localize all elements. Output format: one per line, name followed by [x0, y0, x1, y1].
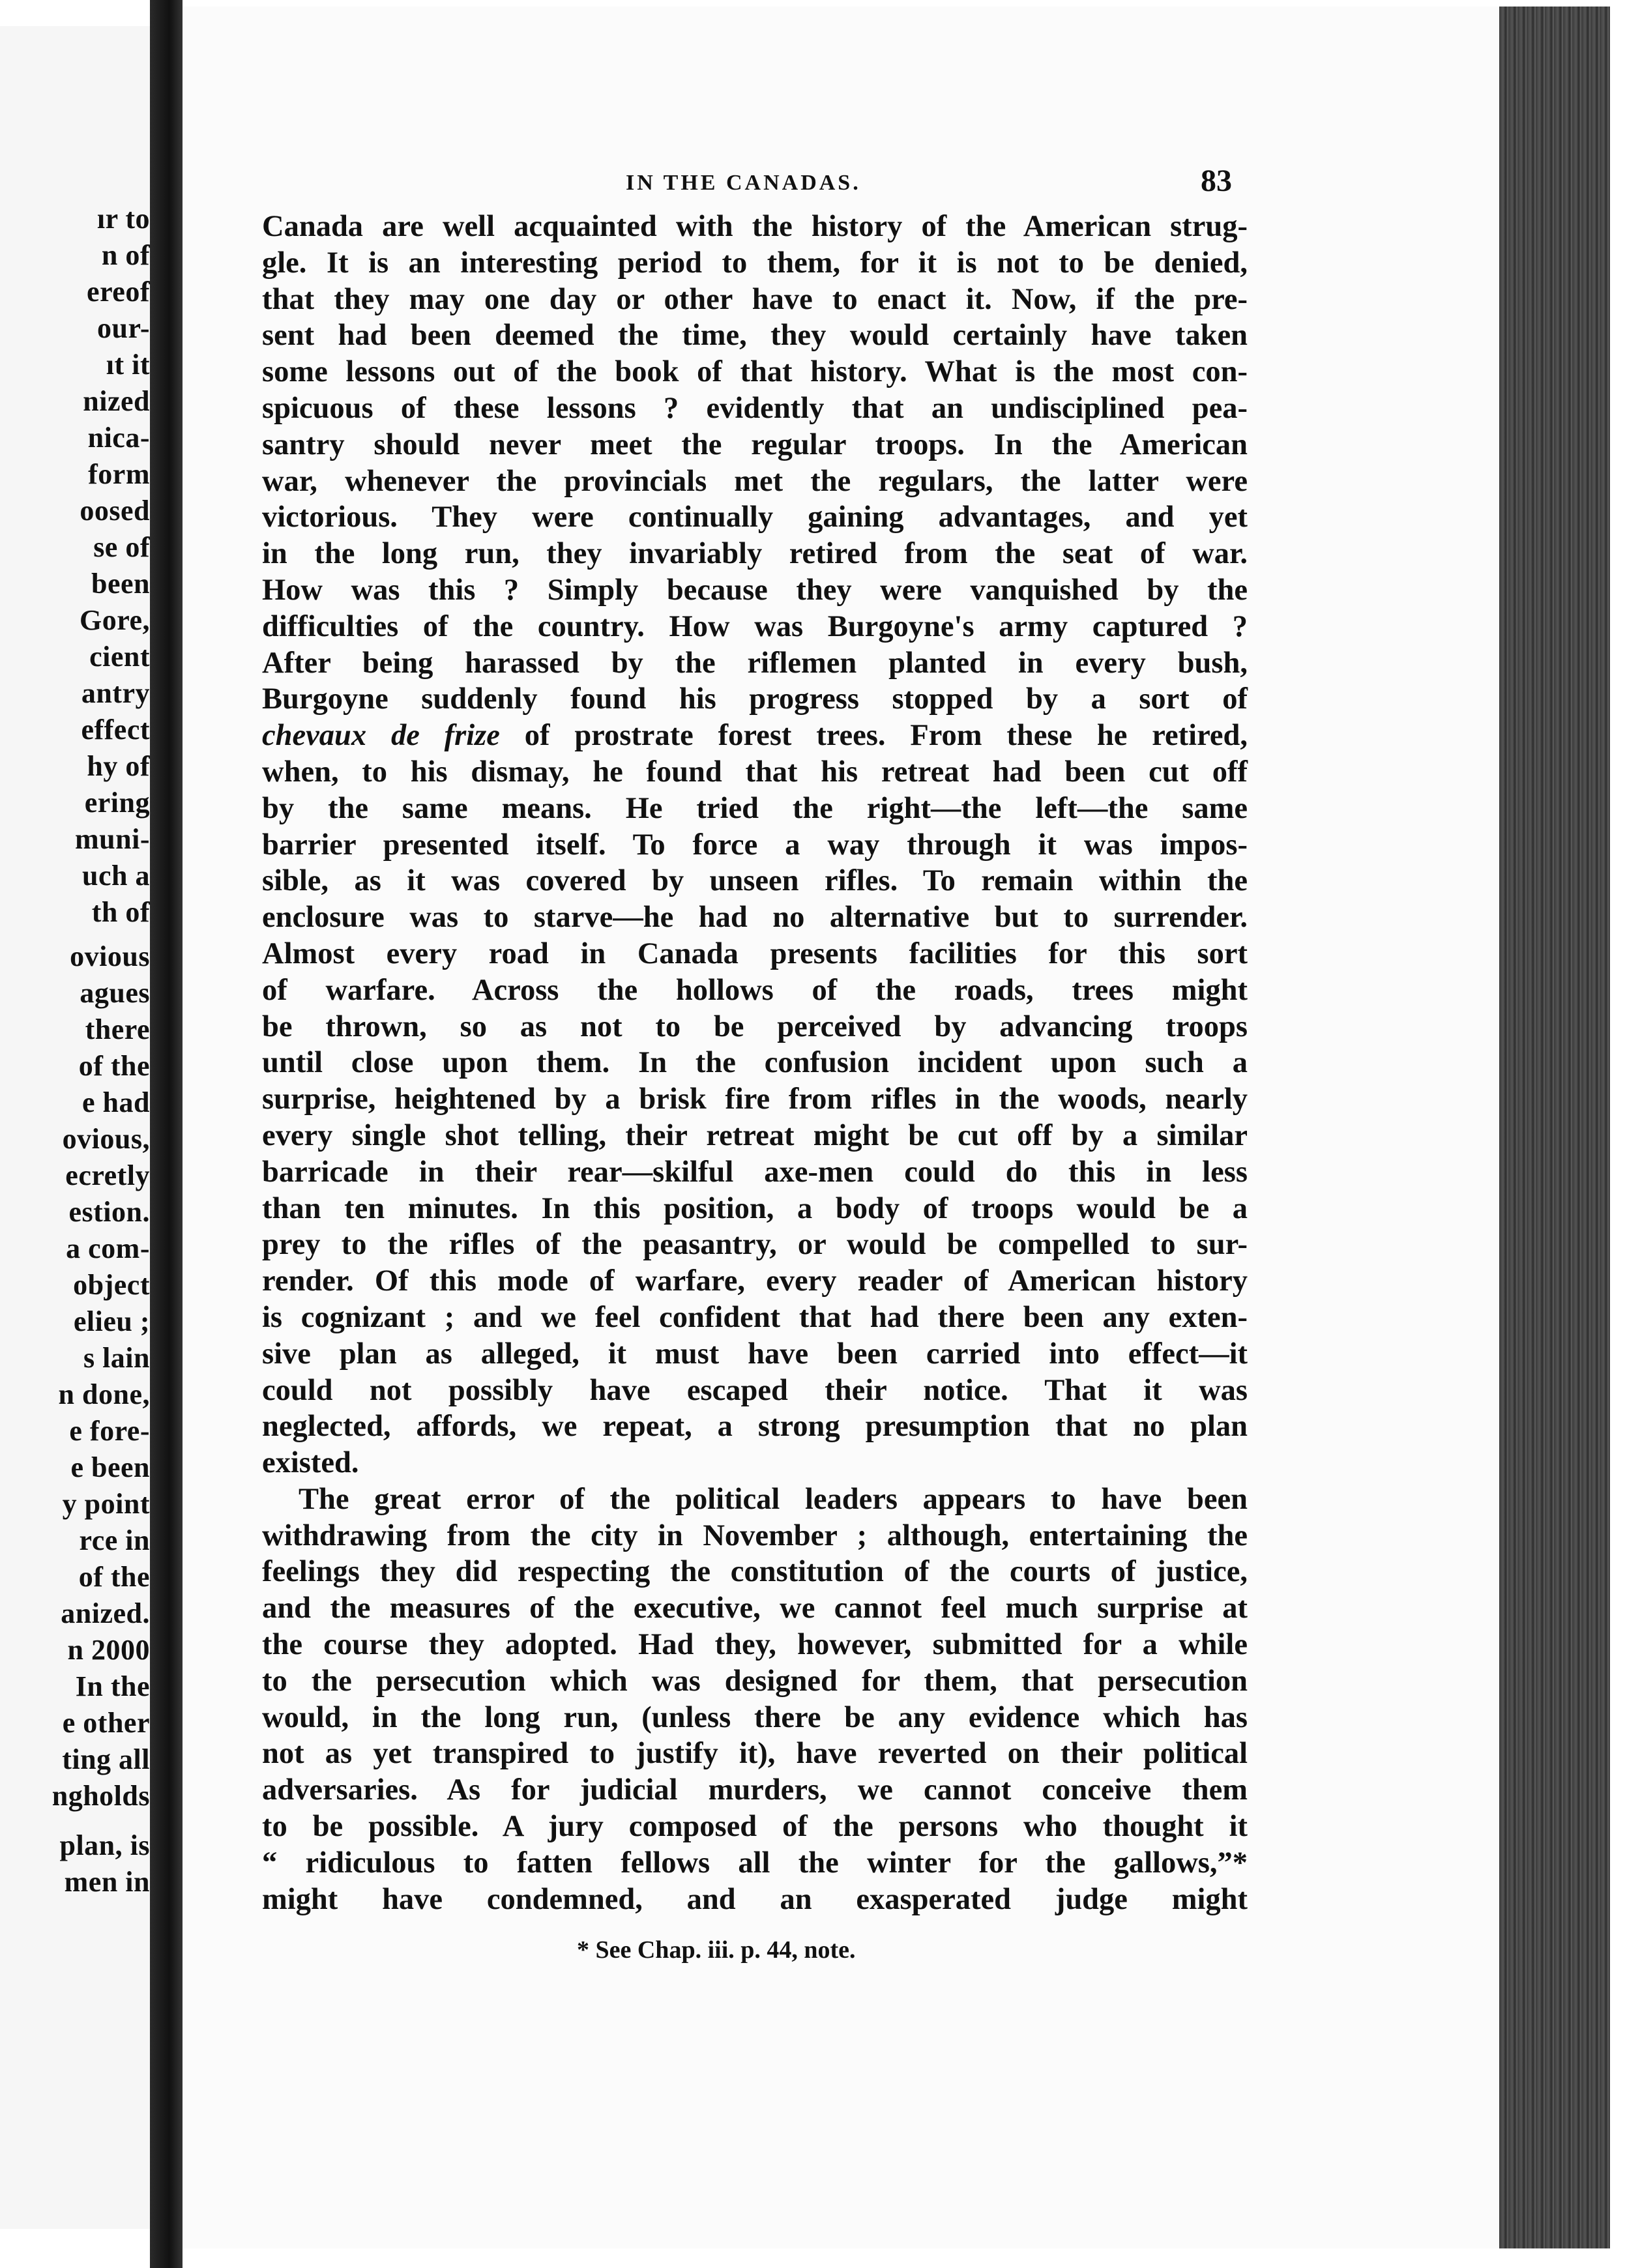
page-number: 83 [1201, 164, 1232, 198]
page-edges [1499, 7, 1610, 2248]
left-page-fragment: cient [89, 641, 150, 673]
left-page-fragment: of the [78, 1050, 150, 1082]
body-line: withdrawing from the city in November ; although, entertaining the [262, 1519, 1248, 1552]
left-page-fragment: In the [75, 1670, 150, 1702]
page-header [261, 163, 1245, 209]
left-page-fragment: n of [101, 239, 150, 271]
left-page-fragment: ering [84, 787, 150, 819]
left-page-fragment: anized. [61, 1597, 150, 1629]
body-line: sent had been deemed the time, they would certainly have taken [262, 319, 1248, 353]
body-line: neglected, affords, we repeat, a strong presumption that no plan [262, 1410, 1248, 1444]
left-page-fragment: been [91, 568, 150, 600]
left-page-fragment: th of [91, 896, 150, 928]
outer-background [1610, 0, 1640, 2268]
left-page-fragment: plan, is [59, 1829, 150, 1861]
body-line: to be possible. A jury composed of the persons who thought it [262, 1810, 1248, 1844]
left-page-fragment: form [88, 458, 150, 490]
left-page-fragment: our- [96, 312, 150, 344]
body-line: difficulties of the country. How was Burgoyne's army captured ? [262, 609, 1248, 643]
body-line: when, to his dismay, he found that his retreat had been cut off [262, 755, 1248, 789]
binding-gutter [150, 0, 183, 2268]
body-line: than ten minutes. In this position, a body of troops would be a [262, 1191, 1248, 1225]
body-line: is cognizant ; and we feel confident that had there been any exten- [262, 1300, 1248, 1334]
left-page-fragment: ting all [62, 1743, 150, 1775]
body-line: santry should never meet the regular troops. In the American [262, 428, 1248, 461]
body-line: the course they adopted. Had they, however, submitted for a while [262, 1628, 1248, 1662]
left-page-fragment: ıt it [106, 349, 150, 381]
body-line: sive plan as alleged, it must have been carried into effect—it [262, 1337, 1248, 1371]
body-line: “ ridiculous to fatten fellows all the winter for the gallows,”* [262, 1846, 1248, 1880]
left-page-fragment: a com- [66, 1232, 150, 1264]
left-page-fragment: s lain [83, 1342, 150, 1374]
left-page-fragment: antry [81, 677, 150, 709]
left-page-fragment: ereof [87, 276, 150, 308]
body-line: might have condemned, and an exasperated judge might [262, 1882, 1248, 1916]
body-line: in the long run, they invariably retired from the seat of war. [262, 537, 1248, 571]
body-line: Canada are well acquainted with the history of the American strug- [262, 210, 1248, 243]
body-line: victorious. They were continually gaining advantages, and yet [262, 501, 1248, 534]
left-page-fragment: estion. [68, 1196, 150, 1228]
left-page-fragment: elieu ; [73, 1305, 150, 1337]
left-page-fragment: e other [62, 1707, 150, 1739]
body-line: chevaux de frize of prostrate forest trees. From these he retired, [262, 719, 1248, 753]
left-page-fragment: e been [70, 1451, 150, 1483]
left-page-fragment: nica- [87, 422, 150, 454]
left-page-fragment: hy of [87, 750, 150, 782]
left-page-fragment: there [85, 1013, 150, 1045]
left-page-fragment: uch a [82, 860, 150, 892]
left-page-fragment: e had [82, 1086, 150, 1118]
body-text [262, 209, 1248, 1917]
body-line: by the same means. He tried the right—the left—the same [262, 791, 1248, 825]
left-page-fragment: effect [81, 714, 150, 746]
left-page-fragment: men in [64, 1866, 150, 1898]
body-line: to the persecution which was designed for them, that persecution [262, 1664, 1248, 1698]
left-page-fragment: agues [80, 977, 150, 1009]
left-page-fragment: muni- [75, 823, 150, 855]
left-page-fragment: ngholds [51, 1780, 150, 1812]
italic-phrase: chevaux de frize [262, 719, 500, 753]
body-line: barricade in their rear—skilful axe-men could do this in less [262, 1155, 1248, 1189]
body-line: and the measures of the executive, we cannot feel much surprise at [262, 1592, 1248, 1625]
body-line: of warfare. Across the hollows of the roads, trees might [262, 973, 1248, 1007]
body-line: every single shot telling, their retreat might be cut off by a similar [262, 1118, 1248, 1152]
left-page [0, 26, 150, 2229]
left-page-fragment: ır to [96, 203, 150, 235]
left-page-fragment: y point [62, 1488, 150, 1520]
left-page-fragment: nized [83, 385, 150, 417]
body-line: feelings they did respecting the constitution of the courts of justice, [262, 1555, 1248, 1589]
left-page-fragment: ovious, [62, 1123, 150, 1155]
body-line: war, whenever the provincials met the regulars, the latter were [262, 464, 1248, 498]
body-line: could not possibly have escaped their notice. That it was [262, 1373, 1248, 1407]
body-line: How was this ? Simply because they were vanquished by the [262, 573, 1248, 607]
body-line: The great error of the political leaders appears to have been [299, 1482, 1248, 1516]
left-page-fragment: e fore- [69, 1415, 150, 1447]
left-page-fragment: object [73, 1269, 150, 1301]
body-line: Burgoyne suddenly found his progress stopped by a sort of [262, 682, 1248, 716]
left-page-fragment: n done, [58, 1378, 150, 1410]
left-page-fragment: se of [93, 531, 150, 563]
left-page-fragment: ovious [70, 940, 150, 972]
running-head: IN THE CANADAS. [626, 171, 861, 195]
body-line: barrier presented itself. To force a way through it was impos- [262, 828, 1248, 862]
body-line: enclosure was to starve—he had no alternative but to surrender. [262, 901, 1248, 935]
body-line: gle. It is an interesting period to them, for it is not to be denied, [262, 246, 1248, 280]
body-line: until close upon them. In the confusion incident upon such a [262, 1046, 1248, 1080]
body-line: surprise, heightened by a brisk fire from rifles in the woods, nearly [262, 1083, 1248, 1116]
body-line: be thrown, so as not to be perceived by advancing troops [262, 1010, 1248, 1043]
body-line: Almost every road in Canada presents facilities for this sort [262, 937, 1248, 970]
left-page-fragment: n 2000 [67, 1634, 150, 1666]
body-line: prey to the rifles of the peasantry, or would be compelled to sur- [262, 1228, 1248, 1262]
left-page-fragment: ecretly [65, 1159, 150, 1191]
body-line: render. Of this mode of warfare, every reader of American history [262, 1264, 1248, 1298]
left-page-fragment: rce in [79, 1524, 150, 1556]
body-line: spicuous of these lessons ? evidently that an undisciplined pea- [262, 391, 1248, 425]
footnote: * See Chap. iii. p. 44, note. [577, 1936, 856, 1964]
body-line: some lessons out of the book of that history. What is the most con- [262, 355, 1248, 389]
body-line: would, in the long run, (unless there be any evidence which has [262, 1700, 1248, 1734]
body-line: that they may one day or other have to enact it. Now, if the pre- [262, 282, 1248, 316]
left-page-fragment: oosed [80, 495, 150, 527]
body-line: adversaries. As for judicial murders, we cannot conceive them [262, 1773, 1248, 1807]
body-line: sible, as it was covered by unseen rifles. To remain within the [262, 864, 1248, 898]
body-line: existed. [262, 1446, 359, 1480]
body-line: not as yet transpired to justify it), have reverted on their political [262, 1737, 1248, 1771]
left-page-fragment: Gore, [80, 604, 150, 636]
body-line: After being harassed by the riflemen planted in every bush, [262, 646, 1248, 680]
left-page-fragment: of the [78, 1561, 150, 1593]
